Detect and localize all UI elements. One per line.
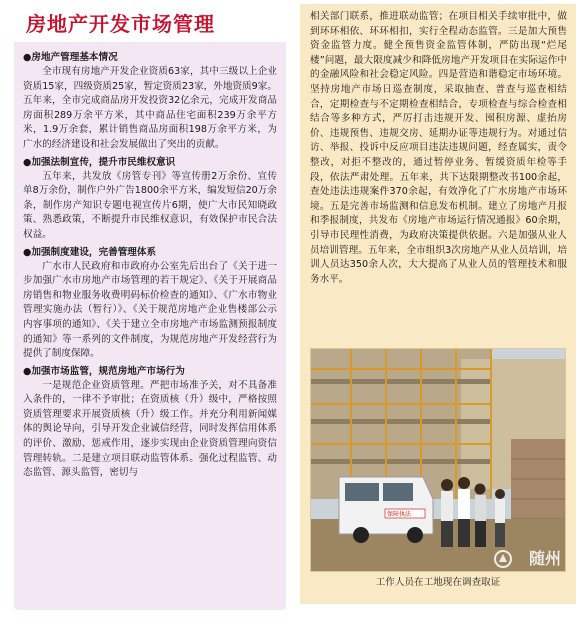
vehicle-label: 保障执法 bbox=[387, 511, 412, 518]
section-paragraph: 五年来，共发放《房管专刊》等宣传册2万余份、宣传单8万余份，制作户外广告1800余平方米，编发短信20万余条，制作房产知识专题电视宣传片6期，使广大市民知晓政策、熟悉政策，不断提升市民维权意识，有效保护市民合法权益。 bbox=[23, 170, 277, 240]
left-text-panel bbox=[14, 42, 286, 610]
watermark-text: 随州 bbox=[528, 549, 561, 568]
section-supervision bbox=[23, 365, 277, 481]
section-system bbox=[23, 246, 277, 362]
section-paragraph: 广水市人民政府和市政府办公室先后出台了《关于进一步加强广水市房地产市场管理的若干规定》、《关于开展商品房销售和物业服务收费明码标价检查的通知》、《广水市物业管理实施办法（暂行）》、《关于规范房地产企业售楼部公示内容事项的通知》、《关于建立全市房地产市场监测预报制度的通知》等一系列的文件制度，为规范房地产开发经营行为提供了制度保障。 bbox=[23, 260, 277, 360]
section-heading: ●房地产管理基本情况 bbox=[23, 52, 118, 63]
watermark-logo-icon bbox=[493, 549, 513, 569]
section-heading: ●加强制度建设，完善管理体系 bbox=[23, 246, 157, 258]
right-column bbox=[300, 4, 576, 616]
photo-caption: 工作人员在工地现在调查取证 bbox=[375, 577, 501, 588]
title-row bbox=[12, 4, 288, 40]
left-column bbox=[12, 4, 288, 616]
continued-paragraph: 相关部门联系，推进联动监管；在项目相关手续审批中，做到环环相依、环环相扣，实行全程动态监管。三是加大预售资金监管力度。健全预售资金监管体制，严防出现“烂尾楼”问题，最大限度减少和降低房地产开发项目在实际运作中的金融风险和社会稳定风险。四是营造和谐稳定市场环境。坚持房地产市场日巡查制度，采取抽查、普查与巡查相结合，定期检查与不定期检查相结合，专项检查与综合检查相结合等多种方式，严厉打击违规开发、囤积房源、虚抬房价、违规预售、违规交房、延期办证等违规行为。对通过信访、举报、投诉中反应项目违法违规问题，经查属实，责令整改，对拒不整改的，通过暂停业务、暂缓资质年检等手段，依法严肃处理。五年来，共下达限期整改书100余起，查处违法违规案件370余起，有效净化了广水房地产市场环境。五是完善市场监测和信息发布机制。建立了房地产月报和季报制度，共发布《房地产市场运行情况通报》60余期，引导市民理性消费，为政府决策提供依据。六是加强从业人员培训管理。五年来，全市组织3次房地产从业人员培训，培训人员达350余人次，大大提高了从业人员的管理技术和服务水平。 bbox=[310, 11, 567, 285]
section-heading: ●加强法制宣传，提升市民维权意识 bbox=[23, 156, 176, 168]
page-title: 房地产开发市场管理 bbox=[26, 11, 215, 36]
section-publicity bbox=[23, 156, 277, 243]
section-heading: ●加强市场监管，规范房地产市场行为 bbox=[23, 365, 185, 377]
section-paragraph: 一是规范企业资质管理。严把市场准予关，对不具备准入条件的，一律不予审批；在资质核（升）级中，严格按照资质管理要求开展资质核（升）级工作。并充分利用新闻媒体的舆论导向，引导开发企业诚信经营，同时发挥信用体系的评价、激励、惩戒作用，逐步实现由企业资质管理向资信管理转轨。二是建立项目联动监管体系。强化过程监管、动态监管、源头监管，密切与 bbox=[23, 379, 277, 479]
site-photo bbox=[310, 348, 566, 572]
section-basic bbox=[23, 51, 277, 153]
section-paragraph: 全市现有房地产开发企业资质63家，其中三级以上企业资质15家，四级资质25家，暂定资质23家，外地资质9家。五年来，全市完成商品房开发投资32亿余元，完成开发商品房面积289万余平方米，其中商品住宅面积239万余平方米，1.9万余套，累计销售商品房面积198万余平方米，为广水的经济建设和社会发展做出了突出的贡献。 bbox=[23, 66, 277, 150]
site-photo-illustration bbox=[311, 349, 566, 572]
